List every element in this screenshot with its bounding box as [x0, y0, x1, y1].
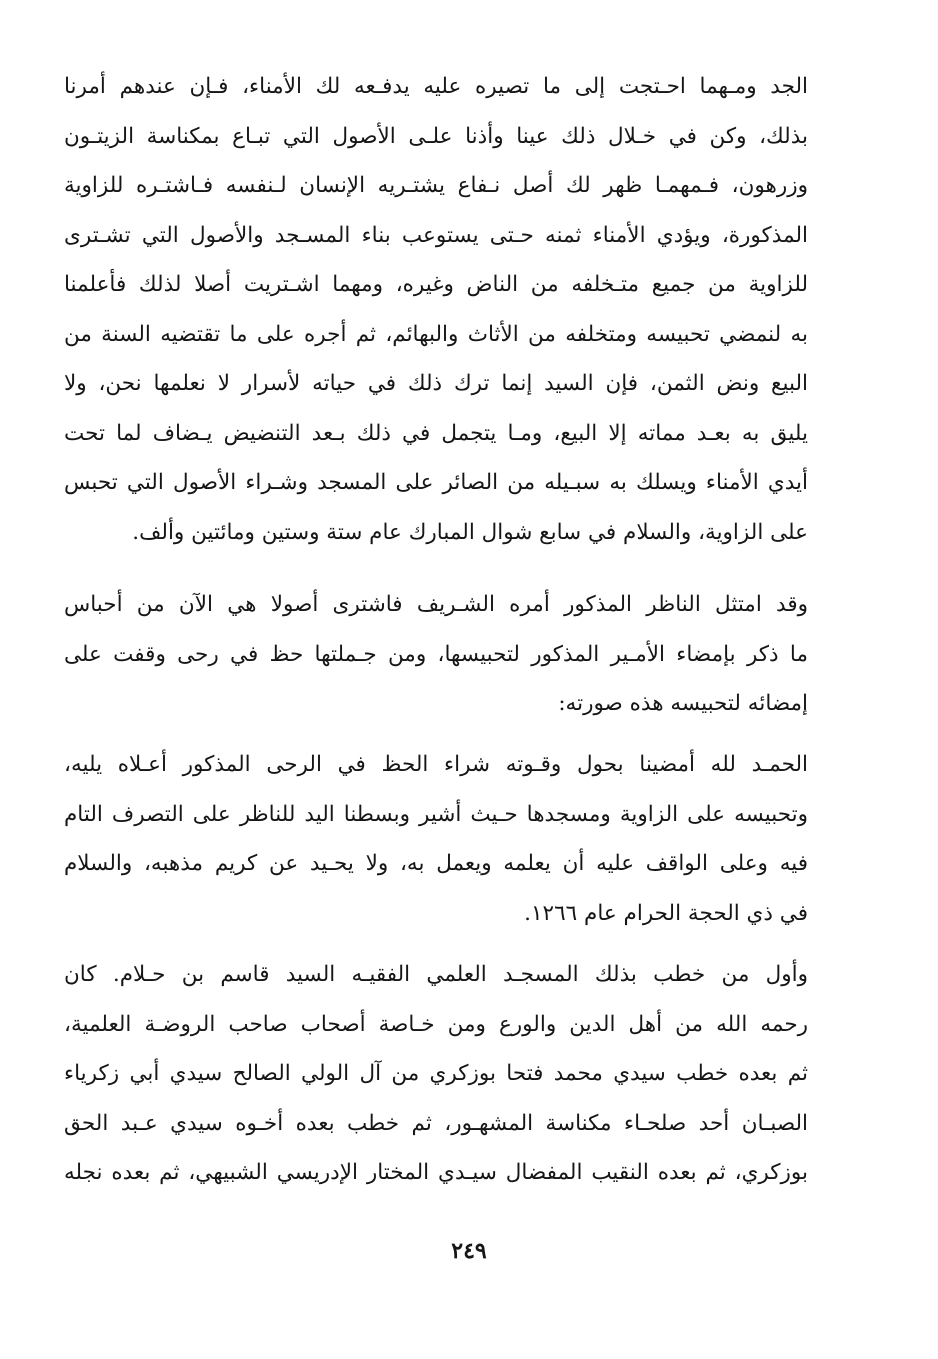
text-line: الصبـان أحد صلحـاء مكناسة المشهـور، ثم خطب بعده أخـوه سيدي عـبد الحق	[64, 1110, 808, 1136]
text-line: وأول من خطب بذلك المسجـد العلمي الفقيـه السيد قاسم بن حـلام. كان	[64, 962, 808, 987]
text-line: في ذي الحجة الحرام عام ١٢٦٦.	[524, 900, 808, 926]
text-line: وزرهون، فـمهمـا ظهر لك أصل نـفاع يشتـريه الإنسان لـنفسه فـاشتـره للزاوية	[64, 173, 808, 198]
text-line: إمضائه لتحبيسه هذه صورته:	[558, 691, 808, 716]
text-line: للزاوية من جميع متـخلفه من الناض وغيره، ومهما اشـتريت أصلا لذلك فأعلمنا	[64, 272, 808, 297]
paragraph-khatibs	[64, 950, 808, 1198]
text-line: رحمه الله من أهل الدين والورع ومن خـاصة أصحاب صاحب الروضـة العلمية،	[64, 1011, 808, 1037]
paragraph-nazir-purchase	[64, 580, 808, 729]
text-line: أيدي الأمناء ويسلك به سبـيله من الصائر على المسجد وشـراء الأصول التي تحبس	[64, 470, 808, 495]
paragraph-letter-body	[64, 62, 808, 557]
text-line: على الزاوية، والسلام في سابع شوال المبارك عام ستة وستين ومائتين وألف.	[132, 519, 808, 545]
text-line: وتحبيسه على الزاوية ومسجدها حـيث أشير وبسطنا اليد للناظر على التصرف التام	[64, 801, 808, 827]
text-line: بذلك، وكن في خـلال ذلك عينا وأذنا علـى الأصول التي تبـاع بمكناسة الزيتـون	[64, 123, 808, 149]
text-line: ما ذكر بإمضاء الأمـير المذكور لتحبيسها، ومن جـملتها حظ في رحى وقفت على	[64, 641, 808, 667]
text-line: الجد ومـهما احـتجت إلى ما تصيره عليه يدفـعه لك الأمناء، فـإن عندهم أمرنا	[64, 74, 808, 99]
text-line: المذكورة، ويؤدي الأمناء ثمنه حـتى يستوعب بناء المسـجد والأصول التي تشـترى	[64, 222, 808, 248]
text-line: الحمـد لله أمضينا بحول وقـوته شراء الحظ في الرحى المذكور أعـلاه يليه،	[64, 752, 808, 777]
text-line: فيه وعلى الواقف عليه أن يعلمه ويعمل به، ولا يحـيد عن كريم مذهبه، والسلام	[64, 851, 808, 876]
text-line: يليق به بعـد مماته إلا البيع، ومـا يتجمل في ذلك بـعد التنضيض يـضاف لما تحت	[64, 420, 808, 446]
text-line: بوزكري، ثم بعده النقيب المفضال سيـدي المختار الإدريسي الشبيهي، ثم بعده نجله	[64, 1160, 808, 1185]
text-line: وقد امتثل الناظر المذكور أمره الشـريف فاشترى أصولا هي الآن من أحباس	[64, 592, 808, 617]
text-line: به لنمضي تحبيسه ومتخلفه من الأثاث والبهائم، ثم أجره على ما تقتضيه السنة من	[64, 321, 808, 347]
text-line: ثم بعده خطب سيدي محمد فتحا بوزكري من آل الولي الصالح سيدي أبي زكرياء	[64, 1061, 808, 1086]
text-line: البيع ونض الثمن، فإن السيد إنما ترك ذلك في حياته لأسرار لا نعلمها نحن، ولا	[64, 371, 808, 396]
paragraph-endorsement	[64, 740, 808, 938]
page-number: ٢٤٩	[451, 1238, 487, 1264]
